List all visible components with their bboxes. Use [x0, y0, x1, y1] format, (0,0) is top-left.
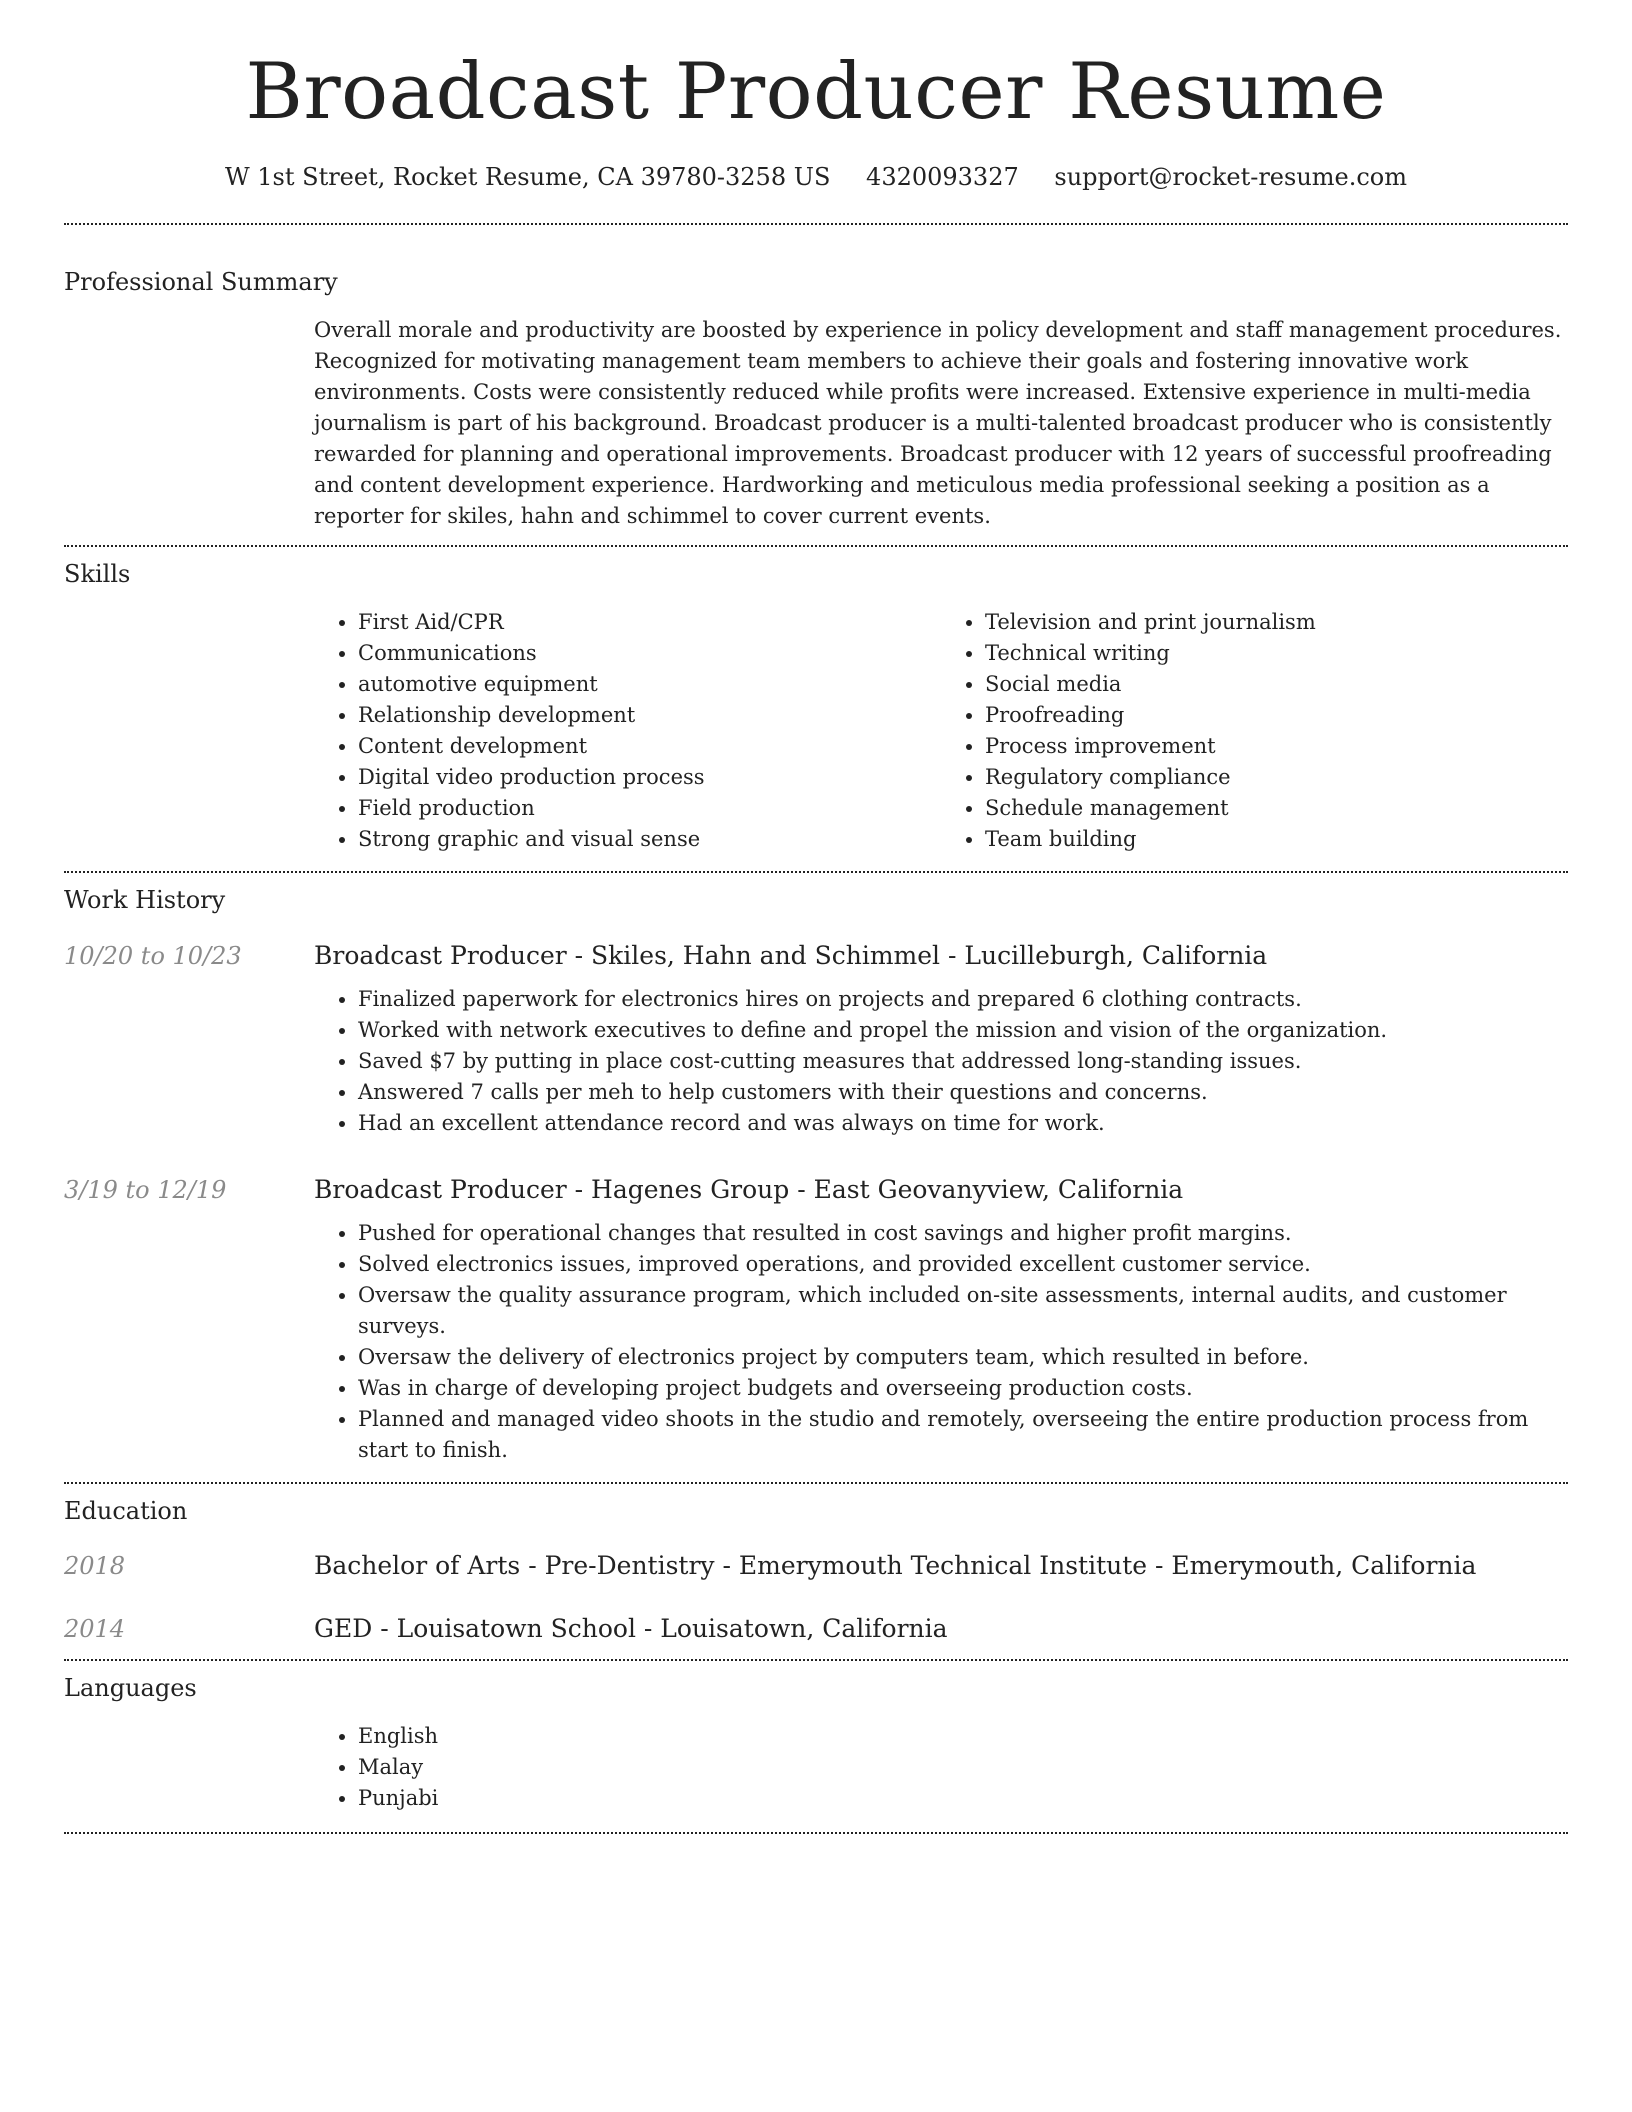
languages-list	[314, 1721, 1568, 1814]
job-title: Broadcast Producer - Skiles, Hahn and Schimmel - Lucilleburgh, California	[314, 940, 1268, 970]
skill-item: • Technical writing	[985, 638, 1568, 669]
summary-heading: Professional Summary	[64, 267, 338, 296]
languages-heading: Languages	[64, 1673, 197, 1702]
job-bullet: • Planned and managed video shoots in the studio and remotely, overseeing the entire production process from start to finish.	[358, 1404, 1568, 1466]
skills-list-right	[941, 607, 1568, 855]
job-entry	[64, 1175, 1568, 1466]
education-entry	[64, 1614, 1568, 1643]
skill-item: • Proofreading	[985, 700, 1568, 731]
job-bullet: • Solved electronics issues, improved operations, and provided excellent customer service.	[358, 1249, 1568, 1280]
skills-list-left	[314, 607, 941, 855]
job-bullet: • Oversaw the quality assurance program, which included on-site assessments, internal audits, and customer surveys.	[358, 1280, 1568, 1342]
contact-email: support@rocket-resume.com	[1054, 162, 1408, 191]
job-bullet: • Answered 7 calls per meh to help customers with their questions and concerns.	[358, 1077, 1568, 1108]
skill-item: • Strong graphic and visual sense	[358, 824, 941, 855]
job-dates: 10/20 to 10/23	[64, 941, 242, 970]
education-section	[64, 1484, 1568, 1643]
summary-text: Overall morale and productivity are boosted by experience in policy development and staff management procedures. Recognized for motivating management team members to achieve their goals and fostering innovative work environments. Costs were consistently reduced while profits were increased. Extensive experience in multi-media journalism is part of his background. Broadcast producer is a multi-talented broadcast producer who is consistently rewarded for planning and operational improvements. Broadcast producer with 12 years of successful proofreading and content development experience. Hardworking and meticulous media professional seeking a position as a reporter for skiles, hahn and schimmel to cover current events.	[314, 318, 1562, 529]
job-title: Broadcast Producer - Hagenes Group - East Geovanyview, California	[314, 1174, 1184, 1204]
work-section	[64, 873, 1568, 1465]
job-entry	[64, 941, 1568, 1139]
skill-item: • Relationship development	[358, 700, 941, 731]
job-header	[64, 1175, 1568, 1204]
skill-item: • Television and print journalism	[985, 607, 1568, 638]
contact-phone: 4320093327	[866, 162, 1019, 191]
education-degree: GED - Louisatown School - Louisatown, California	[314, 1613, 948, 1643]
language-item: • Malay	[358, 1752, 1568, 1783]
job-bullets	[314, 1218, 1568, 1466]
page-title: Broadcast Producer Resume	[245, 47, 1387, 137]
language-item: • Punjabi	[358, 1783, 1568, 1814]
languages-section	[64, 1661, 1568, 1814]
skill-item: • Process improvement	[985, 731, 1568, 762]
job-bullet: • Pushed for operational changes that resulted in cost savings and higher profit margins.	[358, 1218, 1568, 1249]
summary-section	[64, 225, 1568, 532]
skill-item: • automotive equipment	[358, 669, 941, 700]
section-divider	[64, 1832, 1568, 1834]
skill-item: • Regulatory compliance	[985, 762, 1568, 793]
job-bullet: • Saved $7 by putting in place cost-cutting measures that addressed long-standing issues.	[358, 1046, 1568, 1077]
skills-lists	[314, 607, 1568, 855]
education-year: 2014	[64, 1614, 126, 1643]
job-dates: 3/19 to 12/19	[64, 1175, 227, 1204]
skill-item: • First Aid/CPR	[358, 607, 941, 638]
skill-item: • Field production	[358, 793, 941, 824]
contact-address: W 1st Street, Rocket Resume, CA 39780-3258 US	[224, 162, 831, 191]
skill-item: • Digital video production process	[358, 762, 941, 793]
education-heading: Education	[64, 1496, 188, 1525]
skills-section	[64, 547, 1568, 855]
job-bullet: • Oversaw the delivery of electronics project by computers team, which resulted in before.	[358, 1342, 1568, 1373]
summary-body	[314, 315, 1568, 532]
resume-header	[64, 0, 1568, 193]
work-heading: Work History	[64, 886, 226, 915]
languages-body	[314, 1721, 1568, 1814]
skills-heading: Skills	[64, 560, 131, 589]
skill-item: • Schedule management	[985, 793, 1568, 824]
education-year: 2018	[64, 1551, 126, 1580]
job-bullet: • Worked with network executives to define and propel the mission and vision of the organization.	[358, 1015, 1568, 1046]
skill-item: • Content development	[358, 731, 941, 762]
skill-item: • Communications	[358, 638, 941, 669]
skill-item: • Team building	[985, 824, 1568, 855]
education-degree: Bachelor of Arts - Pre-Dentistry - Emerymouth Technical Institute - Emerymouth, California	[314, 1550, 1477, 1580]
contact-line	[64, 162, 1568, 193]
job-bullet: • Had an excellent attendance record and was always on time for work.	[358, 1108, 1568, 1139]
education-entry	[64, 1551, 1568, 1580]
language-item: • English	[358, 1721, 1568, 1752]
skill-item: • Social media	[985, 669, 1568, 700]
job-header	[64, 941, 1568, 970]
job-bullet: • Finalized paperwork for electronics hires on projects and prepared 6 clothing contracts.	[358, 984, 1568, 1015]
job-bullet: • Was in charge of developing project budgets and overseeing production costs.	[358, 1373, 1568, 1404]
job-bullets	[314, 984, 1568, 1139]
